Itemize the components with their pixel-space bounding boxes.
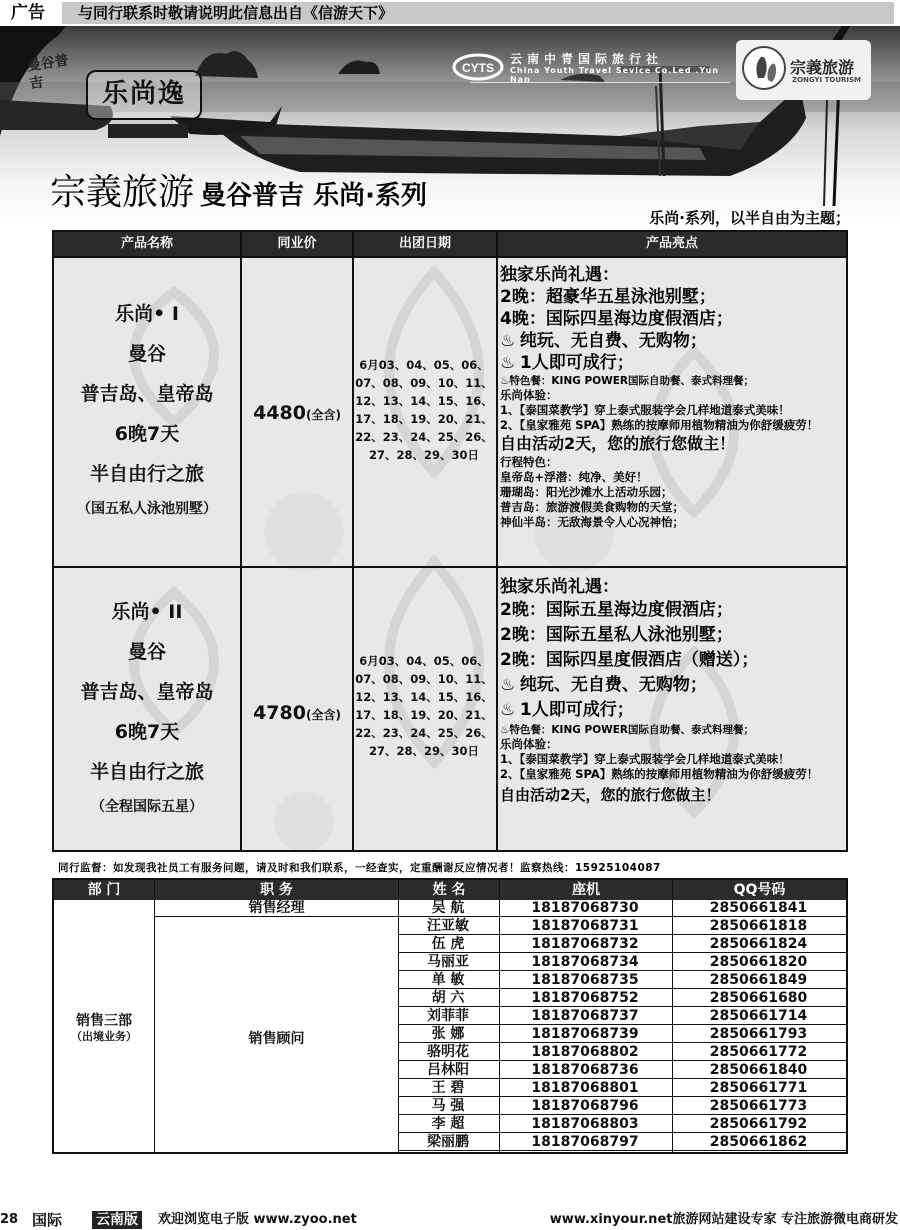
col-phone: 座机 [572,882,600,898]
divider [154,880,155,1152]
products-header-row [54,232,848,256]
brand-logo-leshangyi: 乐尚逸 [86,70,202,120]
staff-qq: 2850661773 [709,1098,808,1114]
staff-name: 马丽亚 [427,954,469,970]
staff-row [398,1116,846,1133]
zongyi-name-en: ZONGYI TOURISM [792,76,861,84]
staff-name: 马 强 [431,1098,465,1114]
staff-qq: 2850661714 [709,1008,808,1024]
footer-message[interactable]: 欢迎浏览电子版 www.zyoo.net [158,1212,357,1227]
col-name: 姓 名 [432,882,466,898]
staff-row [398,1044,846,1061]
staff-phone: 18187068736 [531,1062,639,1078]
product-1-highlights: 独家乐尚礼遇： 2晚：超豪华五星泳池别墅； 4晚：国际四星海边度假酒店； ♨ 纯玩、无自费、无购物； ♨ 1人即可成行； ♨特色餐：KING POWER国际自助餐、泰式料理餐； 乐尚体验： 1、【泰国菜教学】穿上泰式服装学会几样地道泰式美味！ 2、【皇家雅苑 SPA】熟练的按摩师用植物精油为你舒缓疲劳！ 自由活动2天，您的旅行您做主！ 行程特色： 皇帝岛+浮潜：纯净、美好！ 珊瑚岛：阳光沙滩水上活动乐园； 普吉岛：旅游渡假美食购物的天堂； 神仙半岛：无敌海景令人心况神怡； [500,265,819,529]
product-2-highlights: 独家乐尚礼遇： 2晚：国际五星海边度假酒店； 2晚：国际五星私人泳池别墅； 2晚：国际四星度假酒店（赠送）； ♨ 纯玩、无自费、无购物； ♨ 1人即可成行； ♨特色餐：KING POWER国际自助餐、泰式料理餐； 乐尚体验： 1、【泰国菜教学】穿上泰式服装学会几样地道泰式美味！ 2、【皇家雅苑 SPA】熟练的按摩师用植物精油为你舒缓疲劳！ 自由活动2天，您的旅行您做主！ [500,577,819,804]
cyts-emblem-icon [452,52,504,82]
col-product-name: 产品名称 [120,236,173,251]
staff-name: 李 超 [431,1116,465,1132]
staff-row [398,1026,846,1043]
products-table [52,230,848,852]
divider [54,566,848,568]
staff-qq: 2850661771 [709,1080,808,1096]
role-consultant: 销售顾问 [248,1031,305,1047]
brand-side-text: 曼谷普吉 [25,52,70,93]
product-1-name: 乐尚• I 曼谷 普吉岛、皇帝岛 6晚7天 半自由行之旅 （国五私人泳池别墅） [77,303,217,517]
staff-name: 单 敏 [431,972,465,988]
staff-phone: 18187068730 [531,900,639,916]
col-role: 职 务 [260,882,293,898]
staff-name: 汪亚敏 [427,918,469,934]
staff-name: 王 碧 [431,1080,465,1096]
staff-name: 刘菲菲 [427,1008,469,1024]
product-1-price: 4480(全含) [253,402,341,424]
staff-name: 张 娜 [431,1026,465,1042]
staff-qq: 2850661818 [709,918,808,934]
department-cell: 销售三部 （出境业务） [71,1013,137,1043]
staff-row [398,954,846,971]
divider [54,256,848,258]
brand-sub-bar [108,124,188,138]
staff-phone: 18187068796 [531,1098,639,1114]
source-notice: 与同行联系时敬请说明此信息出自《信游天下》 [62,2,894,24]
staff-row [398,918,846,935]
cyts-divider [470,82,730,86]
footprint-icon [744,48,784,88]
staff-phone: 18187068734 [531,954,639,970]
staff-name: 伍 虎 [431,936,465,952]
product-1-dates: 6月03、04、05、06、 07、08、09、10、11、 12、13、14、15、16、 17、18、19、20、21、 22、23、24、25、26、 27、28、29、30日 [355,358,493,462]
zongyi-name-cn: 宗義旅游 [790,58,855,77]
staff-qq: 2850661862 [709,1134,808,1150]
staff-phone: 18187068737 [531,1008,639,1024]
staff-name: 骆明花 [427,1044,469,1060]
staff-phone: 18187068731 [531,918,639,934]
col-qq: QQ号码 [733,882,786,898]
footer-right-link[interactable]: www.xinyour.net旅游网站建设专家 专注旅游微电商研发 [549,1212,898,1227]
staff-qq: 2850661849 [709,972,808,988]
staff-row [398,1080,846,1097]
staff-row [398,1098,846,1115]
staff-qq: 2850661772 [709,1044,808,1060]
page-title-main: 宗義旅游 [50,172,195,213]
col-dates: 出团日期 [398,236,451,251]
staff-qq: 2850661824 [709,936,808,952]
staff-row [398,972,846,989]
footer-edition: 云南版 [92,1211,142,1229]
staff-row [398,1134,846,1151]
staff-row [398,1008,846,1025]
page-footer [0,1160,900,1230]
product-2-dates: 6月03、04、05、06、 07、08、09、10、11、 12、13、14、15、16、 17、18、19、20、21、 22、23、24、25、26、 27、28、29、30日 [355,654,493,758]
product-2-price: 4780(全含) [253,702,341,724]
product-2-name: 乐尚• II 曼谷 普吉岛、皇帝岛 6晚7天 半自由行之旅 （全程国际五星） [80,601,214,815]
staff-qq: 2850661820 [709,954,808,970]
staff-header-row [54,880,846,900]
staff-qq: 2850661841 [709,900,808,916]
hero-banner [0,26,900,226]
svg-text:CYTS: CYTS [461,61,495,75]
cyts-name-cn: 云南中青国际旅行社 [510,52,664,66]
staff-phone: 18187068801 [531,1080,639,1096]
series-note: 乐尚·系列，以半自由为主题； [649,209,850,227]
page-title-sub: 曼谷普吉 乐尚·系列 [200,181,427,211]
footer-section: 国际 [32,1211,63,1229]
staff-phone: 18187068735 [531,972,639,988]
page-number: 28 [0,1212,19,1227]
staff-phone: 18187068797 [531,1134,639,1150]
supervision-hotline: 同行监督：如发现我社员工有服务问题，请及时和我们联系，一经查实，定重酬谢反应情况者！监察热线：15925104087 [58,862,661,874]
role-manager: 销售经理 [155,900,398,917]
flame-icon: ♨ [500,375,510,387]
flame-icon: ♨ [500,700,516,720]
staff-phone: 18187068803 [531,1116,639,1132]
staff-phone: 18187068732 [531,936,639,952]
staff-name: 胡 六 [431,990,465,1006]
staff-phone: 18187068802 [531,1044,639,1060]
top-strip [0,0,900,26]
staff-phone: 18187068739 [531,1026,639,1042]
staff-name: 吴 航 [431,900,465,916]
col-dept: 部 门 [87,882,121,898]
flame-icon: ♨ [500,724,510,736]
staff-qq: 2850661793 [709,1026,808,1042]
flame-icon: ♨ [500,353,516,373]
staff-row [398,990,846,1007]
staff-row [398,1062,846,1079]
divider [496,232,498,852]
staff-row [398,900,846,917]
staff-qq: 2850661840 [709,1062,808,1078]
col-price: 同业价 [277,236,317,251]
staff-qq: 2850661680 [709,990,808,1006]
col-highlights: 产品亮点 [645,236,698,251]
cyts-name-en: China Youth Travel Sevice Co.Led .Yun Nan [510,66,720,84]
ad-tag: 广告 [0,0,56,26]
footer-bar [0,1210,900,1230]
staff-phone: 18187068752 [531,990,639,1006]
divider [240,232,242,852]
staff-name: 吕林阳 [427,1062,469,1078]
flame-icon: ♨ [500,331,516,351]
staff-name: 梁丽鹏 [427,1134,469,1150]
zongyi-emblem-icon [742,46,786,90]
flame-icon: ♨ [500,675,516,695]
staff-table [52,878,848,1154]
page-title [50,164,427,215]
staff-row [398,936,846,953]
cyts-logo-block [452,46,732,106]
zongyi-logo-block [736,40,871,100]
staff-qq: 2850661792 [709,1116,808,1132]
